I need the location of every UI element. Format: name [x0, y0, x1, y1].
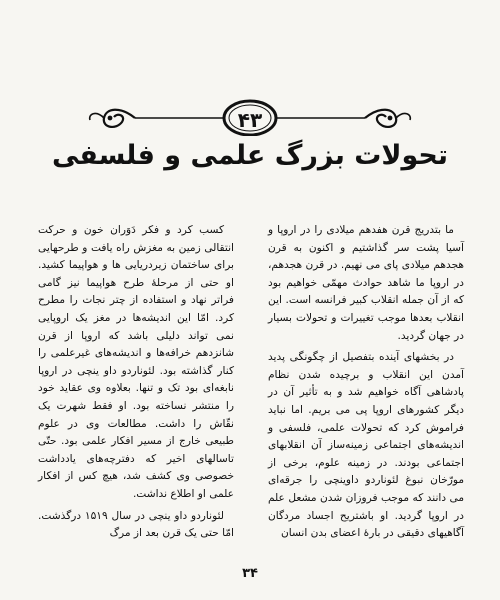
chapter-header — [40, 96, 460, 186]
chapter-title: تحولات بزرگ علمی و فلسفی — [51, 140, 449, 171]
text-column-left — [38, 222, 234, 543]
chapter-number: ۴۳ — [237, 108, 263, 132]
page-number: ۳۴ — [242, 566, 258, 581]
paragraph: کسب کرد و فکر دَوَران خون و حرکت انتقالی زمین به مغزش راه یافت و طرحهایی برای ساختمان زیردریایی ها و هواپیما کشید. او حتی از مرحلهٔ طرح هواپیما نیز گامی فراتر نهاد و استفاده از چتر نجات را مطرح کرد. امّا این اندیشه‌ها در مغز یک اروپایی نمی تواند دلیلی باشد که اروپا از قرن شانزدهم خرافه‌ها و اندیشه‌های غیرعلمی را کنار گذاشته بود. لئوناردو داو ینچی در اروپا نابغه‌ای بود تک و تنها. بعلاوه وی عقاید خود را منتشر نساخته بود. او فقط شهرت یک نقّاش را داشت. مطالعات وی در علوم طبیعی خارج از مسیر افکار علمی بود. حتّی تاسالهای اخیر که دفترچه‌های یادداشت خصوصی وی کشف شد، هیچ کس از افکار علمی او اطلاع نداشت. — [38, 224, 234, 500]
text-column-right — [268, 222, 464, 543]
paragraph: ما بتدریج قرن هفدهم میلادی را در اروپا و آسیا پشت سر گذاشتیم و اکنون به قرن هجدهم میلادی پای می نهیم. در قرن هجدهم، در اروپا ما شاهد حوادث مهمّی خواهیم بود که از آن جمله انقلاب کبیر فرانسه است. این انقلاب بعدها موجب تغییرات و تحولات بسیار در جهان گردید. — [268, 224, 464, 342]
paragraph: لئوناردو داو ینچی در سال ۱۵۱۹ درگذشت. امّا حتی یک قرن بعد از مرگ — [38, 509, 234, 540]
paragraph: در بخشهای آینده بتفصیل از چگونگی پدید آمدن این انقلاب و برچیده شدن نظام پادشاهی آگاه خواهیم شد و به تأثیر آن در دیگر کشورهای اروپا پی می بریم. اما نباید فراموش کرد که تحولات علمی، فلسفی و اندیشه‌های اجتماعی زمینه‌ساز آن انقلابهای اجتماعی بودند. در زمینه علوم، برخی از مورّخان نبوغ لئوناردو داوینچی را جرقه‌ای می دانند که موجب فروزان شدن مشعل علم در اروپا گردید. او باشتریح اجساد مردگان آگاهیهای دقیقی در بارهٔ اعضای بدن انسان — [268, 351, 464, 540]
